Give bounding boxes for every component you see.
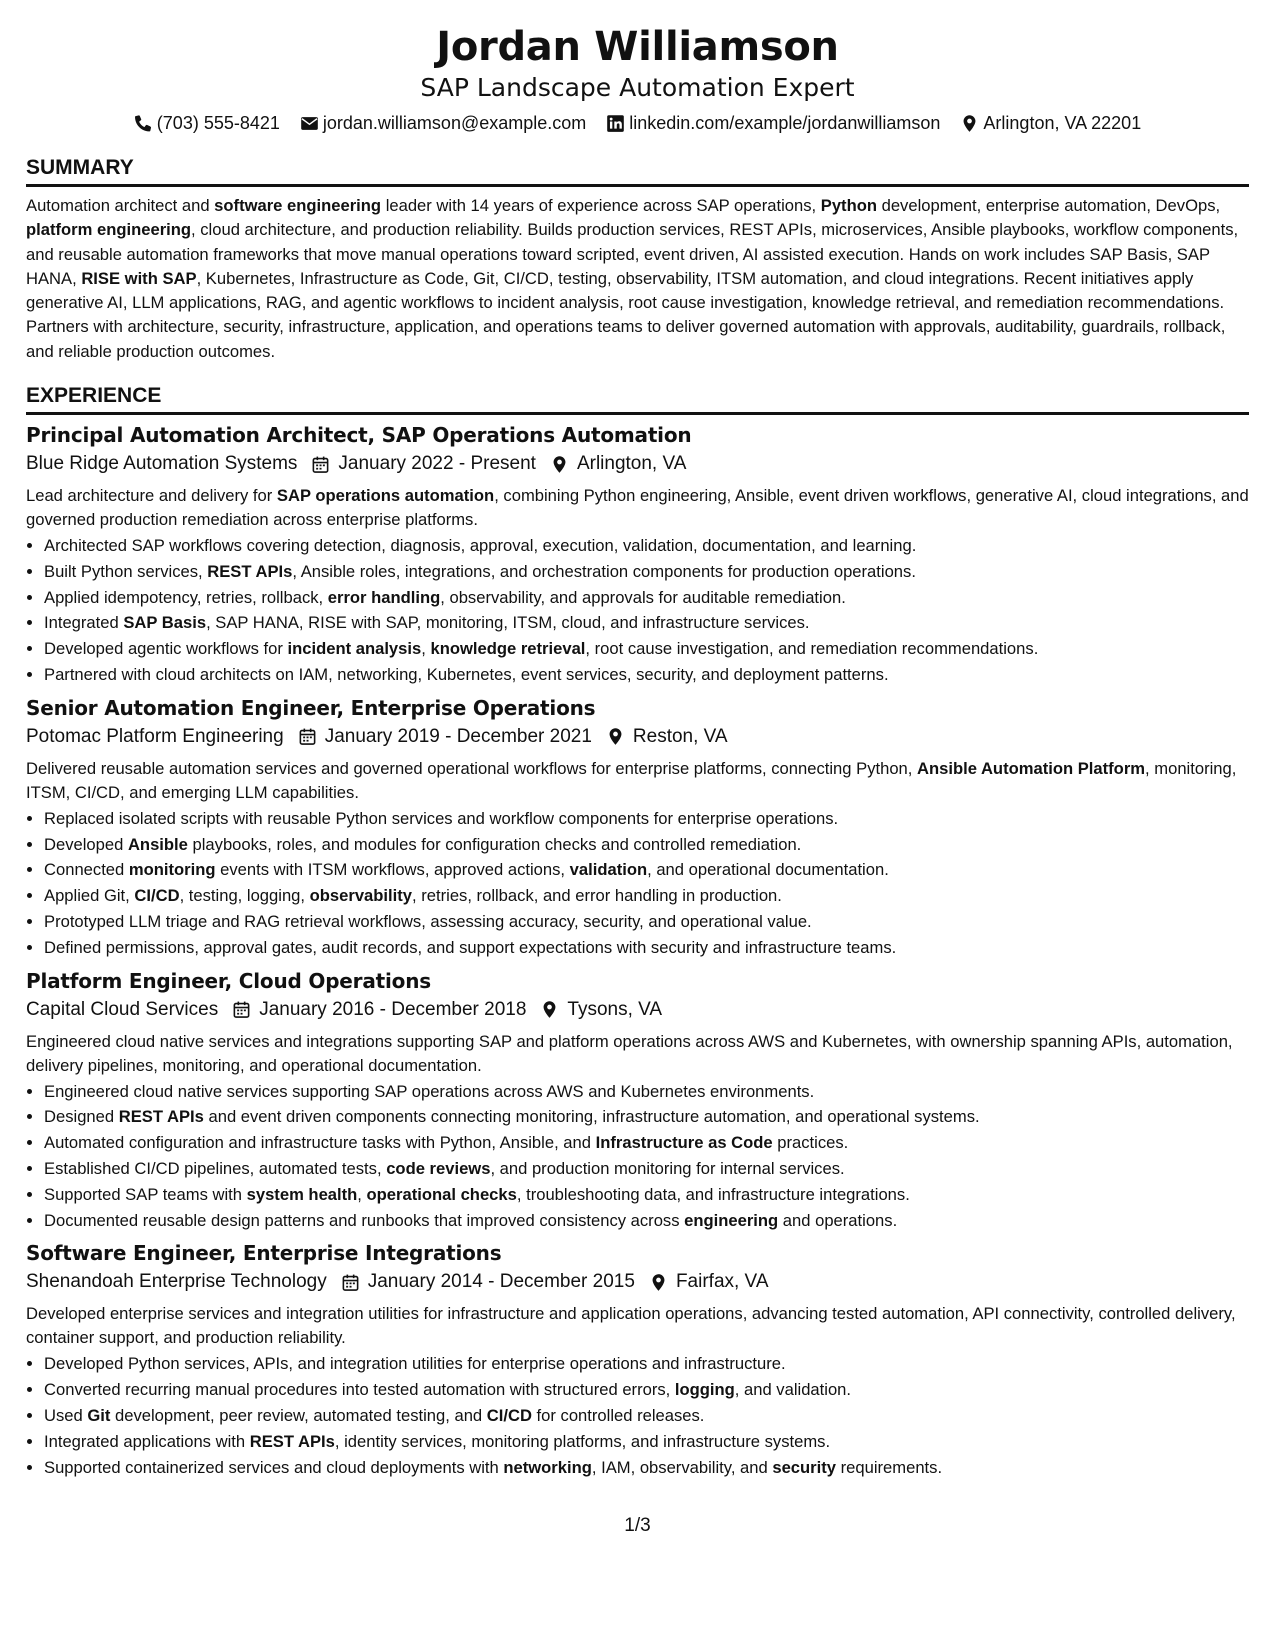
text-run: , bbox=[421, 639, 431, 659]
job-dates: January 2014 - December 2015 bbox=[367, 1271, 635, 1293]
job-location: Reston, VA bbox=[632, 725, 728, 747]
text-run: Built Python services, bbox=[44, 561, 208, 581]
text-run: Delivered reusable automation services and governed operational workflows for enterprise platforms, connecting Python, bbox=[26, 758, 918, 778]
contact-location bbox=[960, 110, 1141, 136]
bold-text: REST APIs bbox=[118, 1107, 204, 1127]
map-pin-icon bbox=[960, 114, 979, 133]
bold-text: code reviews bbox=[386, 1159, 491, 1179]
bullet-item bbox=[44, 1429, 1249, 1455]
text-run: Engineered cloud native services and integrations supporting SAP and platform operations across AWS and Kubernetes, with ownership spanning APIs, automation, delivery pipelines, monitoring, and operational documentation. bbox=[26, 1031, 1233, 1075]
bullet-item bbox=[44, 1403, 1249, 1429]
contact-email[interactable] bbox=[300, 110, 586, 136]
job-dates: January 2016 - December 2018 bbox=[259, 998, 527, 1020]
text-run: , retries, rollback, and error handling in production. bbox=[412, 886, 782, 906]
job-location: Fairfax, VA bbox=[675, 1271, 769, 1293]
text-run: events with ITSM workflows, approved actions, bbox=[215, 860, 570, 880]
bold-text: logging bbox=[674, 1380, 735, 1400]
bullet-item bbox=[44, 1377, 1249, 1403]
bold-text: Git bbox=[87, 1406, 111, 1426]
map-pin-icon bbox=[649, 1273, 668, 1292]
job-meta bbox=[26, 449, 1249, 479]
text-run: Applied idempotency, retries, rollback, bbox=[44, 587, 328, 607]
linkedin-text: linkedin.com/example/jordanwilliamson bbox=[629, 113, 941, 133]
bullet-item bbox=[44, 806, 1249, 832]
bullet-item bbox=[44, 662, 1249, 688]
experience-heading: EXPERIENCE bbox=[26, 382, 1249, 415]
text-run: Developed enterprise services and integration utilities for infrastructure and application operations, advancing tested automation, API connectivity, controlled delivery, container support, and production reliability. bbox=[26, 1304, 1236, 1348]
bullet-item bbox=[44, 1455, 1249, 1481]
text-run: requirements. bbox=[836, 1457, 943, 1477]
text-run: , IAM, observability, and bbox=[591, 1457, 773, 1477]
bullet-item bbox=[44, 832, 1249, 858]
job-bullets bbox=[26, 1079, 1249, 1234]
bullet-item bbox=[44, 935, 1249, 961]
map-pin-icon bbox=[550, 455, 569, 474]
bullet-item bbox=[44, 559, 1249, 585]
bold-text: REST APIs bbox=[249, 1431, 335, 1451]
bullet-item bbox=[44, 533, 1249, 559]
bullet-item bbox=[44, 1182, 1249, 1208]
contact-phone[interactable] bbox=[134, 110, 280, 136]
job-dates: January 2022 - Present bbox=[338, 453, 536, 475]
bullet-item bbox=[44, 857, 1249, 883]
calendar-icon bbox=[311, 455, 330, 474]
job-meta bbox=[26, 995, 1249, 1025]
bold-text: RISE with SAP bbox=[81, 268, 197, 288]
bold-text: SAP operations automation bbox=[276, 486, 495, 506]
bold-text: Python bbox=[820, 196, 877, 215]
bold-text: monitoring bbox=[128, 860, 216, 880]
text-run: Prototyped LLM triage and RAG retrieval workflows, assessing accuracy, security, and operational value. bbox=[44, 912, 812, 932]
text-run: Supported SAP teams with bbox=[44, 1184, 247, 1204]
text-run: Defined permissions, approval gates, audit records, and support expectations with security and infrastructure teams. bbox=[44, 937, 897, 957]
text-run: Partnered with cloud architects on IAM, networking, Kubernetes, event services, security, and deployment patterns. bbox=[44, 665, 889, 685]
text-run: Established CI/CD pipelines, automated tests, bbox=[44, 1159, 387, 1179]
job-description bbox=[26, 1302, 1249, 1350]
text-run: Replaced isolated scripts with reusable Python services and workflow components for enterprise operations. bbox=[44, 808, 839, 828]
text-run: Supported containerized services and cloud deployments with bbox=[44, 1457, 504, 1477]
text-run: , root cause investigation, and remediation recommendations. bbox=[585, 639, 1039, 659]
text-run: Integrated applications with bbox=[44, 1431, 250, 1451]
text-run: and operations. bbox=[778, 1210, 898, 1230]
text-run: Lead architecture and delivery for bbox=[26, 486, 277, 506]
bold-text: operational checks bbox=[366, 1184, 517, 1204]
calendar-icon bbox=[341, 1273, 360, 1292]
text-run: , troubleshooting data, and infrastructure integrations. bbox=[516, 1184, 910, 1204]
bold-text: validation bbox=[569, 860, 648, 880]
bold-text: CI/CD bbox=[134, 886, 180, 906]
job-title: Principal Automation Architect, SAP Operations Automation bbox=[26, 423, 692, 448]
company-name: Potomac Platform Engineering bbox=[26, 725, 284, 747]
page-number: 1/3 bbox=[624, 1515, 651, 1536]
job-entry bbox=[26, 421, 1249, 688]
bold-text: SAP Basis bbox=[123, 613, 207, 633]
job-description bbox=[26, 757, 1249, 805]
bold-text: REST APIs bbox=[207, 561, 293, 581]
map-pin-icon bbox=[540, 1000, 559, 1019]
bold-text: software engineering bbox=[214, 196, 382, 215]
email-text: jordan.williamson@example.com bbox=[322, 113, 587, 133]
map-pin-icon bbox=[606, 727, 625, 746]
experience-list bbox=[26, 421, 1249, 1480]
text-run: Architected SAP workflows covering detection, diagnosis, approval, execution, validation, documentation, and learning. bbox=[44, 536, 917, 556]
job-bullets bbox=[26, 1351, 1249, 1480]
contact-linkedin[interactable] bbox=[606, 110, 940, 136]
linkedin-icon bbox=[606, 114, 625, 133]
text-run: , Ansible roles, integrations, and orchestration components for production operations. bbox=[292, 561, 916, 581]
text-run: , Kubernetes, Infrastructure as Code, Git, CI/CD, testing, observability, ITSM automation, and cloud integrations. Recent initiatives apply generative AI, LLM applications, RAG, and agentic workflows to incident analysis, root cause investigation, knowledge retrieval, and remediation recommendations. Partners with architecture, security, infrastructure, application, and operations teams to deliver governed automation with approvals, auditability, guardrails, rollback, and reliable production outcomes. bbox=[26, 268, 1226, 361]
text-run: Developed bbox=[44, 834, 128, 854]
bold-text: engineering bbox=[684, 1210, 779, 1230]
bullet-item bbox=[44, 1079, 1249, 1105]
text-run: Automated configuration and infrastructure tasks with Python, Ansible, and bbox=[44, 1133, 596, 1153]
bullet-item bbox=[44, 883, 1249, 909]
job-dates: January 2019 - December 2021 bbox=[324, 725, 592, 747]
bullet-item bbox=[44, 1156, 1249, 1182]
calendar-icon bbox=[232, 1000, 251, 1019]
text-run: playbooks, roles, and modules for configuration checks and controlled remediation. bbox=[187, 834, 802, 854]
job-meta bbox=[26, 1267, 1249, 1297]
text-run: leader with 14 years of experience across SAP operations, bbox=[381, 196, 821, 215]
company-name: Capital Cloud Services bbox=[26, 998, 219, 1020]
text-run: Automation architect and bbox=[26, 196, 215, 215]
job-description bbox=[26, 1030, 1249, 1078]
text-run: , bbox=[357, 1184, 367, 1204]
job-title: Platform Engineer, Cloud Operations bbox=[26, 968, 431, 993]
job-location: Tysons, VA bbox=[567, 998, 663, 1020]
job-title: Senior Automation Engineer, Enterprise Operations bbox=[26, 695, 596, 720]
bold-text: Infrastructure as Code bbox=[595, 1133, 773, 1153]
summary-heading: SUMMARY bbox=[26, 154, 1249, 187]
text-run: Used bbox=[44, 1406, 88, 1426]
bold-text: Ansible bbox=[127, 834, 188, 854]
text-run: Converted recurring manual procedures into tested automation with structured errors, bbox=[44, 1380, 675, 1400]
text-run: Connected bbox=[44, 860, 129, 880]
text-run: , cloud architecture, and production reliability. Builds production services, REST APIs, microservices, Ansible playbooks, workflow components, and reusable automation frameworks that move manual operations toward scripted, event driven, AI assisted execution. Hands on work includes SAP Basis, SAP HANA, bbox=[26, 220, 1239, 288]
bold-text: knowledge retrieval bbox=[430, 639, 586, 659]
text-run: for controlled releases. bbox=[531, 1406, 705, 1426]
job-title: Software Engineer, Enterprise Integrations bbox=[26, 1241, 502, 1266]
text-run: practices. bbox=[772, 1133, 849, 1153]
contact-bar bbox=[26, 110, 1249, 136]
text-run: and event driven components connecting monitoring, infrastructure automation, and operational systems. bbox=[203, 1107, 980, 1127]
bullet-item bbox=[44, 1104, 1249, 1130]
job-entry bbox=[26, 694, 1249, 961]
text-run: , combining Python engineering, Ansible, event driven workflows, generative AI, cloud integrations, and governed production remediation across enterprise platforms. bbox=[26, 486, 1249, 530]
text-run: , and production monitoring for internal services. bbox=[490, 1159, 845, 1179]
bullet-item bbox=[44, 1208, 1249, 1234]
text-run: , monitoring, ITSM, CI/CD, and emerging LLM capabilities. bbox=[26, 758, 1237, 802]
job-bullets bbox=[26, 806, 1249, 961]
text-run: Designed bbox=[44, 1107, 119, 1127]
bold-text: incident analysis bbox=[287, 639, 422, 659]
text-run: development, enterprise automation, DevOps, bbox=[876, 196, 1221, 215]
phone-text: (703) 555-8421 bbox=[156, 113, 280, 133]
text-run: , observability, and approvals for auditable remediation. bbox=[440, 587, 846, 607]
candidate-name: Jordan Williamson bbox=[436, 24, 839, 70]
text-run: , and validation. bbox=[734, 1380, 852, 1400]
bullet-item bbox=[44, 909, 1249, 935]
summary-text bbox=[26, 194, 1249, 364]
bullet-item bbox=[44, 1351, 1249, 1377]
bold-text: system health bbox=[246, 1184, 358, 1204]
bullet-item bbox=[44, 636, 1249, 662]
text-run: , SAP HANA, RISE with SAP, monitoring, ITSM, cloud, and infrastructure services. bbox=[206, 613, 810, 633]
text-run: Applied Git, bbox=[44, 886, 135, 906]
bullet-item bbox=[44, 585, 1249, 611]
job-description bbox=[26, 484, 1249, 532]
text-run: Developed agentic workflows for bbox=[44, 639, 288, 659]
bold-text: error handling bbox=[327, 587, 441, 607]
candidate-headline: SAP Landscape Automation Expert bbox=[420, 73, 855, 102]
bold-text: security bbox=[772, 1457, 836, 1477]
bold-text: observability bbox=[309, 886, 413, 906]
text-run: , and operational documentation. bbox=[647, 860, 889, 880]
job-meta bbox=[26, 722, 1249, 752]
text-run: Integrated bbox=[44, 613, 124, 633]
job-entry bbox=[26, 1239, 1249, 1480]
text-run: Documented reusable design patterns and runbooks that improved consistency across bbox=[44, 1210, 685, 1230]
calendar-icon bbox=[298, 727, 317, 746]
company-name: Shenandoah Enterprise Technology bbox=[26, 1271, 327, 1293]
text-run: , testing, logging, bbox=[179, 886, 310, 906]
text-run: Engineered cloud native services supporting SAP operations across AWS and Kubernetes environments. bbox=[44, 1081, 815, 1101]
bold-text: networking bbox=[503, 1457, 592, 1477]
job-bullets bbox=[26, 533, 1249, 688]
job-location: Arlington, VA bbox=[576, 453, 687, 475]
location-text: Arlington, VA 22201 bbox=[983, 113, 1142, 133]
text-run: Developed Python services, APIs, and integration utilities for enterprise operations and infrastructure. bbox=[44, 1354, 786, 1374]
bold-text: Ansible Automation Platform bbox=[917, 758, 1146, 778]
company-name: Blue Ridge Automation Systems bbox=[26, 453, 298, 475]
bullet-item bbox=[44, 610, 1249, 636]
text-run: , identity services, monitoring platforms, and infrastructure systems. bbox=[334, 1431, 831, 1451]
bullet-item bbox=[44, 1130, 1249, 1156]
envelope-icon bbox=[300, 114, 319, 133]
bold-text: platform engineering bbox=[26, 220, 192, 240]
phone-icon bbox=[134, 114, 153, 133]
text-run: development, peer review, automated testing, and bbox=[110, 1406, 487, 1426]
bold-text: CI/CD bbox=[486, 1406, 532, 1426]
job-entry bbox=[26, 967, 1249, 1234]
